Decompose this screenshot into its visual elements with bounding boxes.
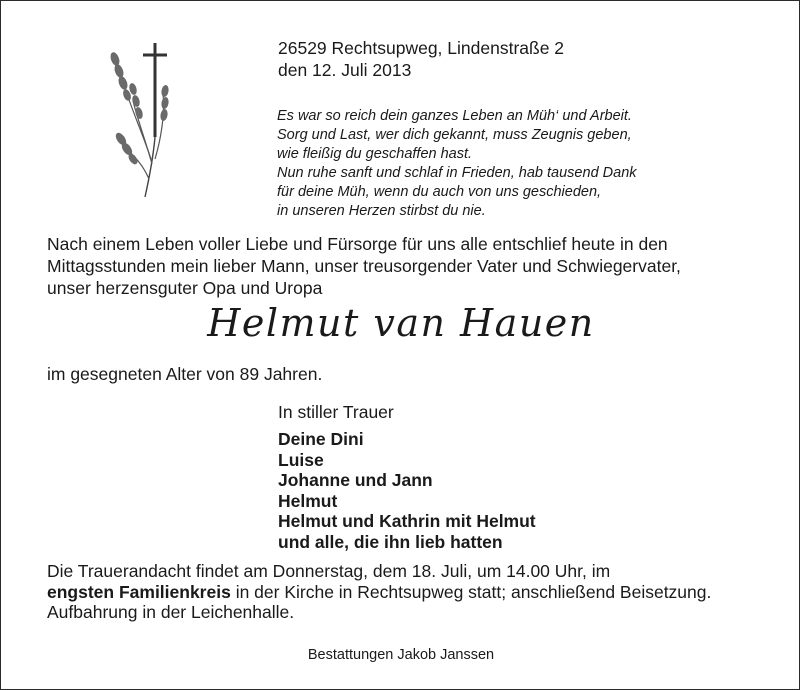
poem-line: in unseren Herzen stirbst du nie. [277, 203, 486, 219]
poem-line: wie fleißig du geschaffen hast. [277, 146, 473, 162]
address-line: 26529 Rechtsupweg, Lindenstraße 2 [278, 38, 565, 58]
poem-line: Nun ruhe sanft und schlaf in Frieden, hab tausend Dank [277, 165, 637, 181]
mourner-entry: Luise [278, 449, 324, 470]
header-address-block [278, 37, 564, 81]
intro-line: unser herzensguter Opa und Uropa [47, 278, 323, 298]
deceased-name: Helmut van Hauen [207, 301, 595, 345]
date-line: den 12. Juli 2013 [278, 60, 412, 80]
poem-block [277, 107, 637, 221]
intro-line: Mittagsstunden mein lieber Mann, unser treusorgender Vater und Schwiegervater, [47, 256, 681, 276]
age-line: im gesegneten Alter von 89 Jahren. [47, 364, 323, 384]
poem-line: für deine Müh, wenn du auch von uns geschieden, [277, 184, 602, 200]
cross-with-wheat-icon [97, 39, 177, 199]
poem-line: Es war so reich dein ganzes Leben an Müh‘ und Arbeit. [277, 108, 632, 124]
service-line-rest: in der Kirche in Rechtsupweg statt; anschließend Beisetzung. [230, 581, 712, 602]
mourner-entry: Deine Dini [278, 429, 364, 449]
funeral-home: Bestattungen Jakob Janssen [307, 647, 495, 663]
service-info [47, 561, 777, 623]
mourners-list [278, 429, 536, 552]
service-line: Aufbahrung in der Leichenhalle. [47, 602, 295, 622]
mourner-entry: Helmut und Kathrin mit Helmut [278, 511, 536, 531]
service-line [47, 582, 777, 603]
poem-line: Sorg und Last, wer dich gekannt, muss Zeugnis geben, [277, 127, 632, 143]
mourner-entry: und alle, die ihn lieb hatten [278, 531, 503, 552]
intro-text [47, 233, 767, 299]
service-emphasis: engsten Familienkreis [47, 581, 231, 602]
mourner-entry: Helmut [278, 490, 338, 511]
mourner-entry: Johanne und Jann [278, 470, 433, 490]
mourning-label: In stiller Trauer [278, 402, 394, 422]
intro-line: Nach einem Leben voller Liebe und Fürsorge für uns alle entschlief heute in den [47, 234, 668, 254]
service-line: Die Trauerandacht findet am Donnerstag, dem 18. Juli, um 14.00 Uhr, im [47, 561, 611, 581]
